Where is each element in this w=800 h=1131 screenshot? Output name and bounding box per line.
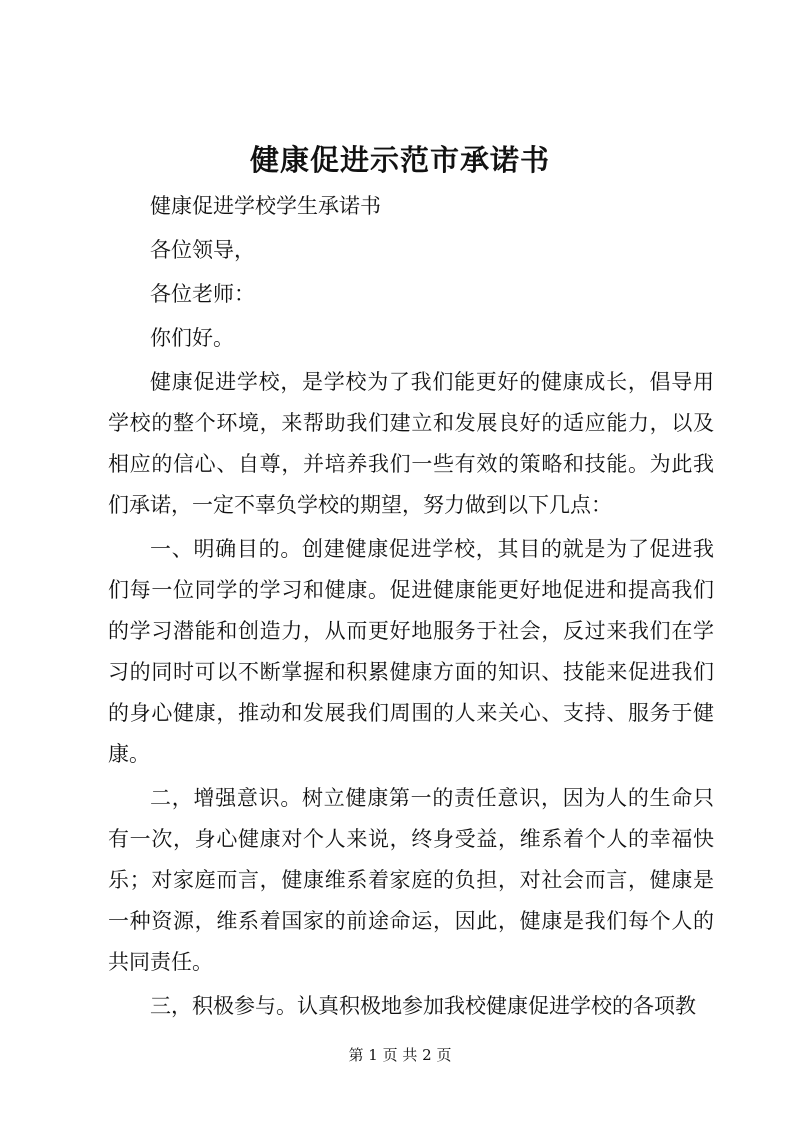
- greeting-paragraph: 你们好。: [150, 326, 234, 350]
- intro-paragraph: 健康促进学校，是学校为了我们能更好的健康成长，倡导用学校的整个环境，来帮助我们建立和发展良好的适应能力，以及相应的信心、自尊，并培养我们一些有效的策略和技能。为此我们承诺，一定不辜负学校的期望，努力做到以下几点：: [108, 370, 714, 517]
- point-three-paragraph: 三，积极参与。认真积极地参加我校健康促进学校的各项教: [150, 994, 696, 1018]
- page-footer: 第 1 页 共 2 页: [348, 1046, 452, 1064]
- point-two-paragraph: 二，增强意识。树立健康第一的责任意识，因为人的生命只有一次，身心健康对个人来说，终身受益，维系着个人的幸福快乐；对家庭而言，健康维系着家庭的负担，对社会而言，健康是一种资源，维系着国家的前途命运，因此，健康是我们每个人的共同责任。: [108, 786, 714, 974]
- document-title: 健康促进示范市承诺书: [249, 143, 550, 177]
- salutation-teachers: 各位老师：: [150, 282, 255, 306]
- subtitle-paragraph: 健康促进学校学生承诺书: [150, 194, 381, 218]
- point-one-paragraph: 一、明确目的。创建健康促进学校，其目的就是为了促进我们每一位同学的学习和健康。促进健康能更好地促进和提高我们的学习潜能和创造力，从而更好地服务于社会，反过来我们在学习的同时可以不断掌握和积累健康方面的知识、技能来促进我们的身心健康，推动和发展我们周围的人来关心、支持、服务于健康。: [108, 537, 714, 766]
- document-body: [108, 186, 714, 1030]
- salutation-leaders: 各位领导，: [150, 238, 255, 262]
